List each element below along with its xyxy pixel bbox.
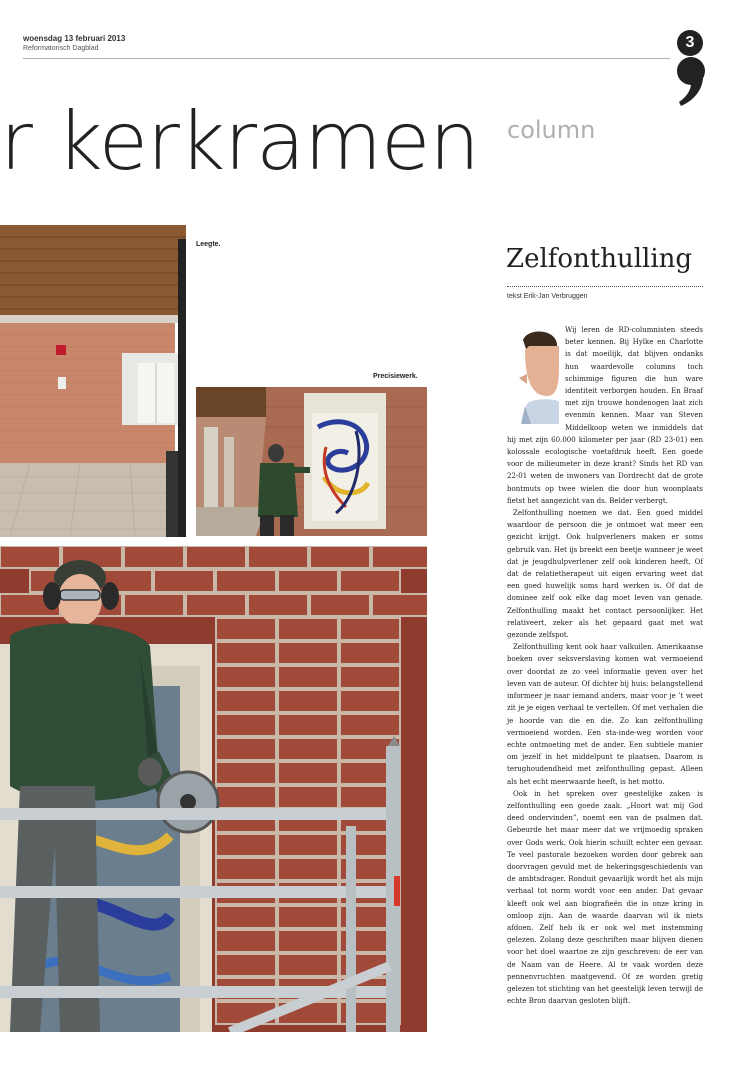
title-dotted-rule [507, 286, 703, 287]
header-rule [23, 58, 670, 59]
author-portrait [507, 326, 559, 424]
photo-worker-grinder [0, 546, 427, 1032]
caption-precisiewerk: Precisiewerk. [373, 373, 418, 380]
caption-leegte: Leegte. [196, 241, 221, 248]
column-byline: tekst Erik-Jan Verbruggen [507, 293, 588, 300]
column-paragraph: Zelfonthulling noemen we dat. Een goed middel waardoor de persoon die je ontmoet wat meer een gezicht krijgt. Ook hulpverleners maken er soms gebruik van. Het ijs breekt een beetje wanneer je weet dat je jeugdhulpverlener zelf ook kinderen heeft. Of dat de relatietherapeut uit eigen ervaring weet dat een goed huwelijk soms hard werken is. Of dat de dominee zelf ook elke dag moet leven van genade. Zelfonthulling maakt het contact persoonlijker. Het relativeert, zeker als het gepaard gaat met wat gezonde zelfspot. [507, 509, 703, 640]
article-headline: r kerkramen [0, 95, 479, 188]
column-paragraph: Wij leren de RD-columnisten steeds beter kennen. Bij Hylke en Charlotte is dat moeilijk, dat blijven ondanks hun waardevolle columns toch schimmige figuren die hun ware identiteit verborgen houden. En Braaf met zijn trouwe hondenogen laat zich evenmin kennen. Maar van Steven Middelkoop weten we inmiddels dat hij met zijn 60.000 kilometer per jaar (RD 23-01) een kolossale ecologische voetafdruk heeft. Een goede voor de milieumeter in deze krant? Sinds het RD van 22-01 weten de inwoners van Dordrecht dat de grote bontmuts op twee wielen die door hun woonplaats fietst het aangezicht van ds. Belder verbergt. [507, 326, 703, 505]
comma-logo-icon [673, 52, 709, 108]
issue-date: woensdag 13 februari 2013 [23, 34, 126, 43]
photo-empty-hall [0, 225, 186, 537]
newspaper-name: Reformatorisch Dagblad [23, 45, 99, 52]
photo-worker-window [196, 387, 427, 536]
column-body [507, 324, 703, 1007]
column-title: Zelfonthulling [506, 244, 693, 274]
column-paragraph: Zelfonthulling kent ook haar valkuilen. Amerikaanse boeken over seksverslaving komen wat vermoeiend over doordat ze zo veel informatie geven over het leven van de auteur. Of dichter bij huis: belangstellend informeer je naar iemand anders, maar voor je ’t weet zit je je eigen verhaal te vertellen. Of met verhalen die je hoorde van die en die. Zo kan zelfonthulling vermoeiend worden. Een sta-inde-weg worden voor echte ontmoeting met de ander. Een subtiele manier om jezelf in het middelpunt te plaatsen. Daarom is terughoudendheid met zelfonthulling gepast. Alleen als het echt meerwaarde heeft, is het motto. [507, 643, 703, 786]
column-paragraph: Ook in het spreken over geestelijke zaken is zelfonthulling een goede zaak. „Hoort wat mij God deed ondervinden”, noemt een van de psalmen dat. Gebeurde het maar meer dat we vrijmoedig spraken over Gods werk. Ook hierin schuilt echter een gevaar. Te veel pastorale bezoeken worden door gebrek aan doorvragen gevuld met de bekeringsgeschiedenis van de ambtsdrager. Ronduit gevaarlijk wordt het als mijn verhaal tot norm wordt voor een ander. Dat gevaar kleeft ook wel aan biografieën die in onze kring in omloop zijn. Aan de waarde daarvan wil ik niets afdoen. Zelf heb ik er ook wel met instemming gelezen. Zolang deze geschriften maar blijven dienen voor het doel waartoe ze zijn geschreven: de eer van de Naam van de Heere. Al te vaak worden deze pennenvruchten maatgevend. Of ze worden gretig gelezen tot stichting van het geestelijk leven terwijl de echte Bron daarvan gesloten blijft. [507, 789, 703, 1006]
page-number: 3 [677, 30, 703, 56]
section-label: column [507, 116, 596, 144]
